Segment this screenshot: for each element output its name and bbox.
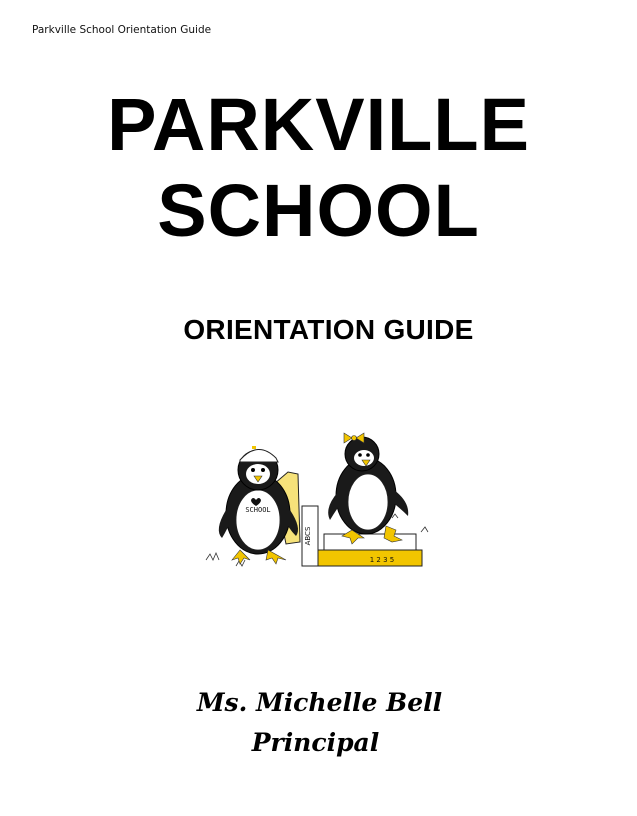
book-cover-text: 1 2 3 5 <box>369 556 395 564</box>
cover-title <box>0 82 637 254</box>
orientation-guide-subtitle: ORIENTATION GUIDE <box>183 314 474 345</box>
title-line-parkville: PARKVILLE <box>107 83 530 166</box>
title-line-school: SCHOOL <box>157 169 480 252</box>
principal-name: Ms. Michelle Bell <box>196 688 443 717</box>
principal-title: Principal <box>251 728 380 757</box>
shirt-text: SCHOOL <box>245 506 271 514</box>
svg-text:1 2 3 5 <box>370 556 395 564</box>
svg-text:ABCS <box>304 526 312 545</box>
left-penguin <box>219 446 300 564</box>
running-header: Parkville School Orientation Guide <box>32 24 212 36</box>
svg-text:SCHOOL <box>245 506 270 514</box>
book-spine-text: ABCS <box>304 526 312 546</box>
penguins-illustration-icon <box>196 432 442 574</box>
right-penguin <box>328 433 408 544</box>
